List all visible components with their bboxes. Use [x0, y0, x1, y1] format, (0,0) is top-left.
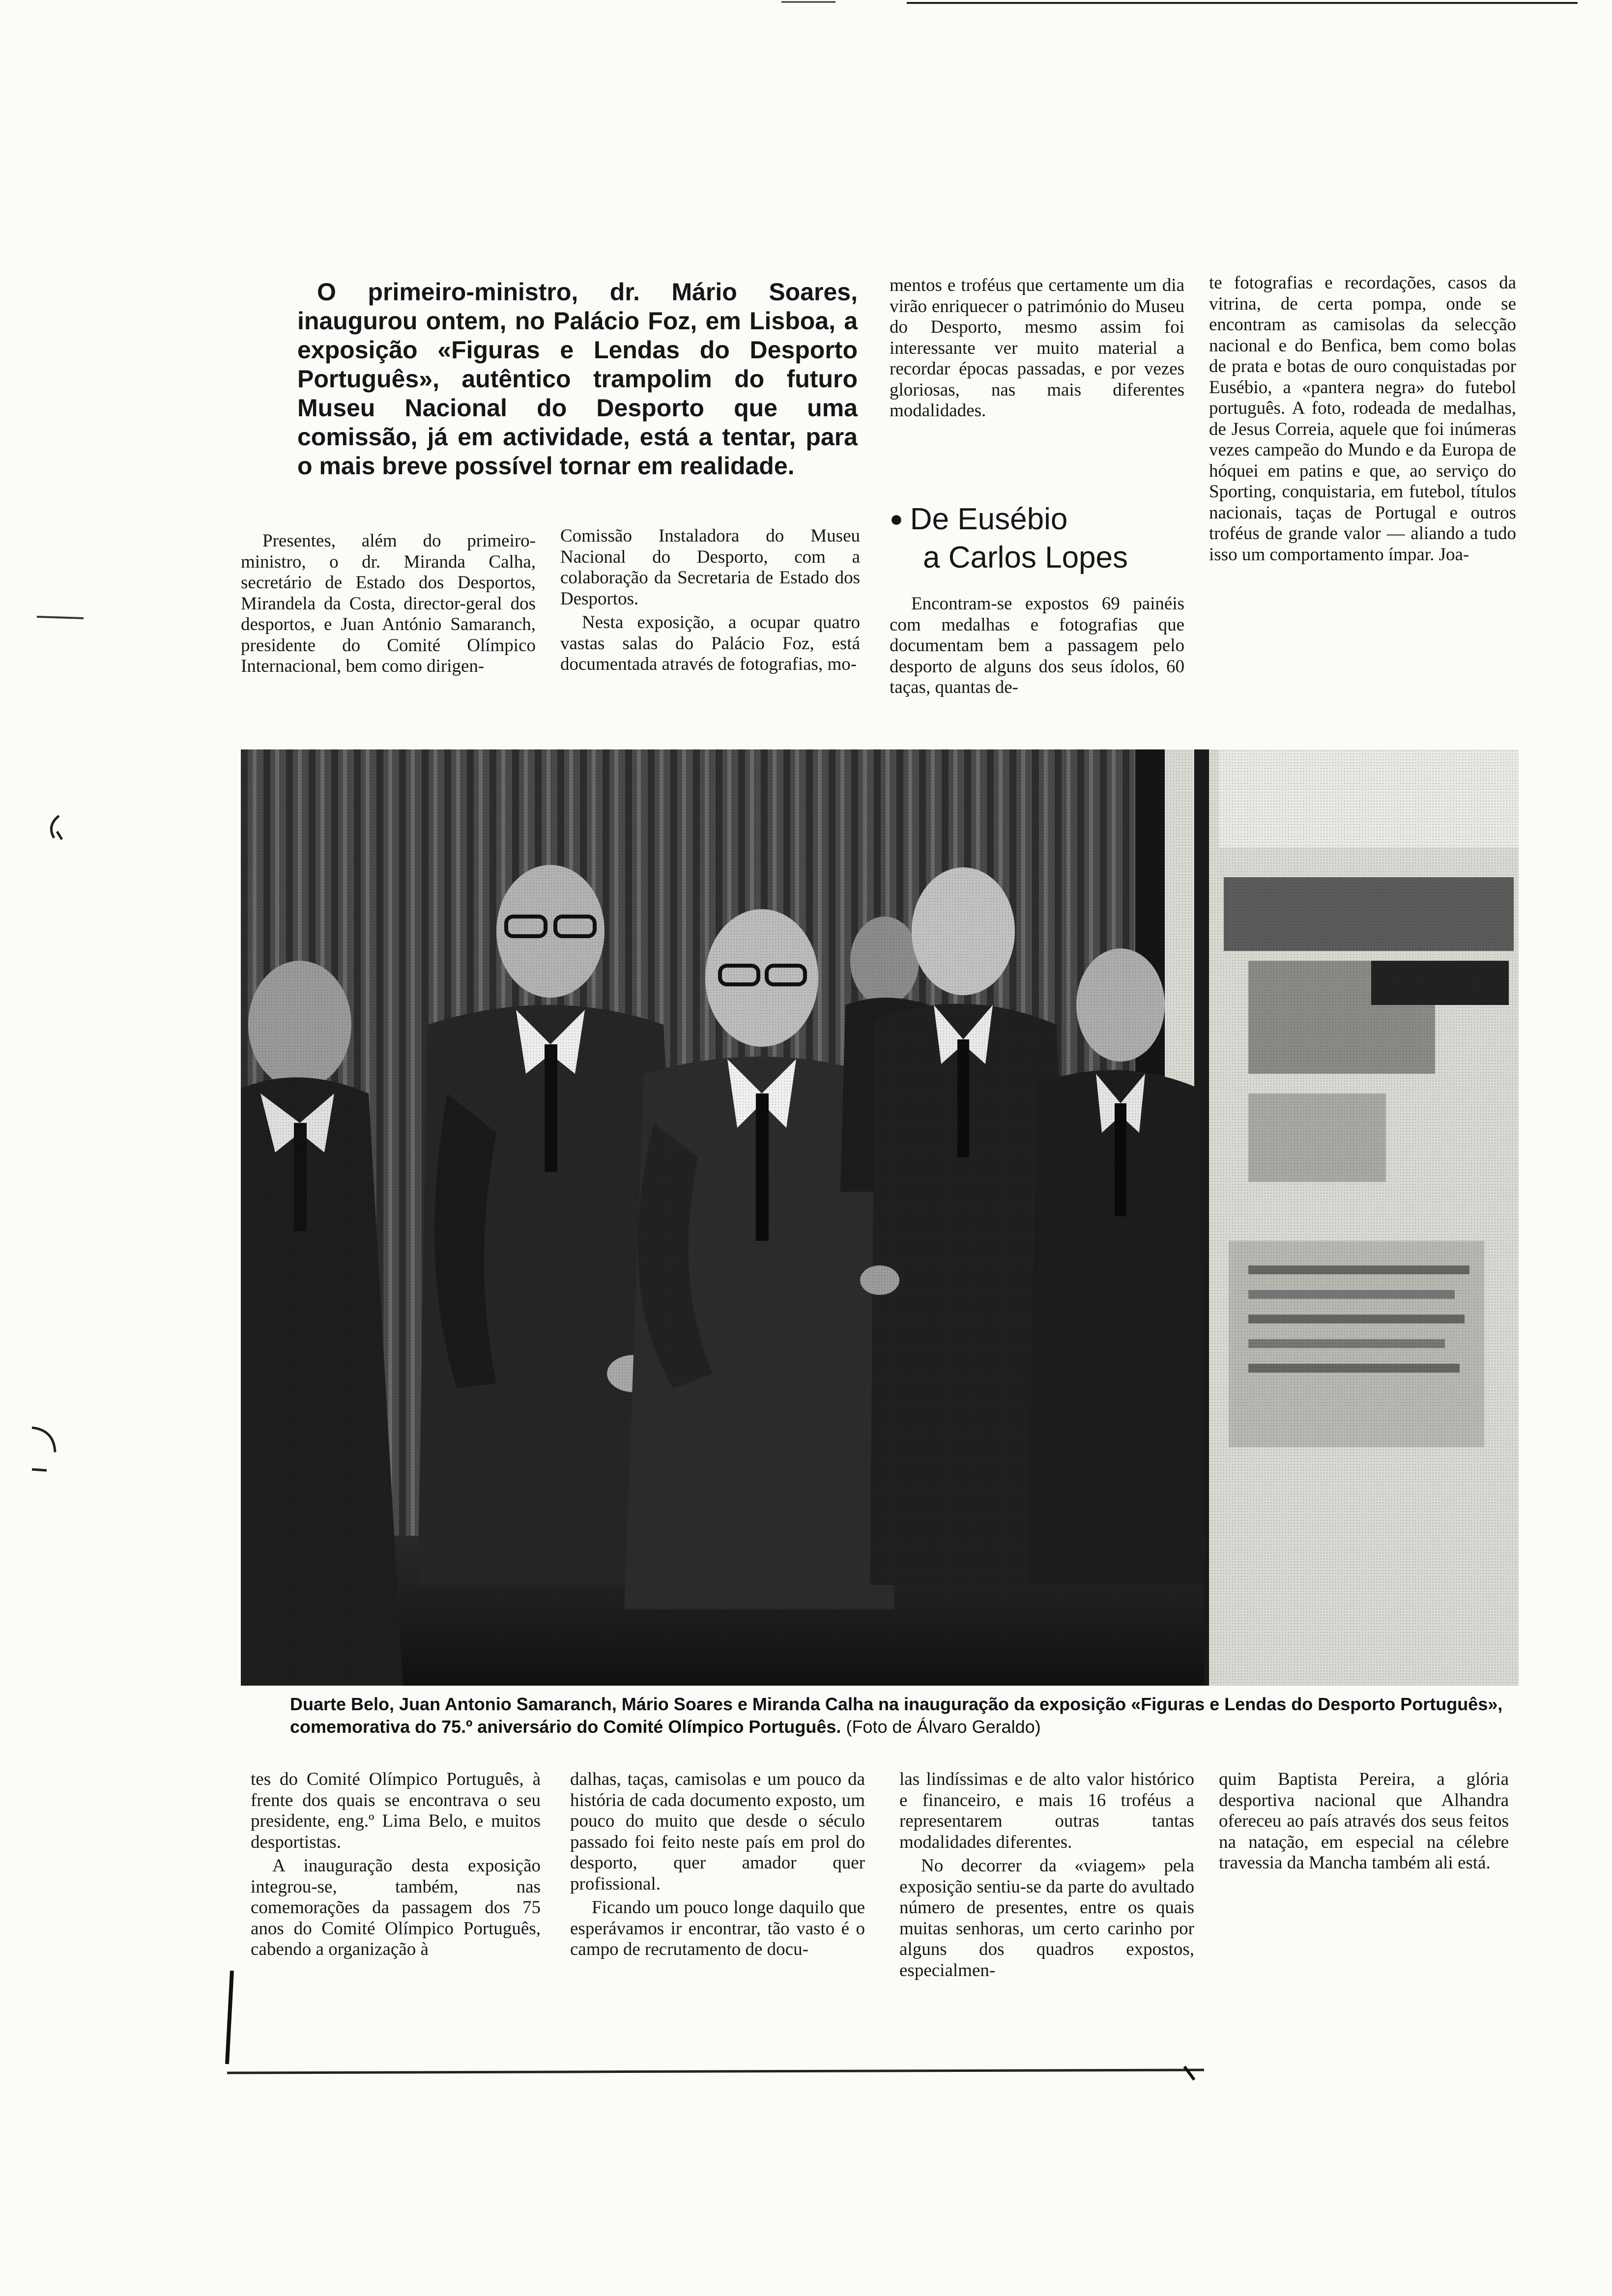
clipping-edge-rule — [221, 1966, 1253, 2084]
scan-edge-marks-left — [0, 590, 128, 1523]
bottom-column-3-paragraph-2: No decorrer da «viagem» pela exposição sentiu-se da parte do avultado número de presentes, entre os quais muitas senhoras, um certo carinho por alguns dos quadros expostos, especialmen- — [899, 1856, 1194, 1980]
article-column-3-bottom — [890, 594, 1184, 698]
bottom-column-2-paragraph-1: dalhas, taças, camisolas e um pouco da história de cada documento exposto, um pouco do muito que desde o século passado foi feito neste país em prol do desporto, quer amador quer profissional. — [570, 1769, 865, 1894]
column-4-paragraph: te fotografias e recordações, casos da vitrina, de certa pompa, onde se encontram as camisolas da selecção nacional e do Benfica, bem como bolas de prata e botas de ouro conquistadas por Eusébio, a «pantera negra» do futebol português. A foto, rodeada de medalhas, de Jesus Correia, aquele que foi inúmeras vezes campeão do Mundo e da Europa de hóquei em patins e que, ao serviço do Sporting, conquistaria, em futebol, títulos nacionais, taças de Portugal e outros troféus de grande valor — aliando a tudo isso um comportamento ímpar. Joa- — [1209, 273, 1516, 565]
section-subheading — [890, 501, 1165, 576]
column-2-paragraph-2: Nesta exposição, a ocupar quatro vastas salas do Palácio Foz, está documentada através de fotografias, mo- — [560, 612, 860, 674]
column-3-paragraph-2: Encontram-se expostos 69 painéis com medalhas e fotografias que documentam bem a passagem pelo desporto de alguns dos seus ídolos, 60 taças, quantas de- — [890, 594, 1184, 697]
article-column-4 — [1209, 273, 1516, 565]
bullet-icon: ● — [890, 506, 903, 531]
article-column-2 — [560, 526, 860, 675]
column-1-paragraph: Presentes, além do primeiro-ministro, o dr. Miranda Calha, secretário de Estado dos Desportos, Mirandela da Costa, director-geral dos desportos, e Juan António Samaranch, presidente do Comité Olímpico Internacional, bem como dirigen- — [241, 531, 536, 676]
article-column-1-continued — [251, 1769, 541, 1960]
news-photograph — [241, 749, 1519, 1686]
photograph-illustration — [241, 749, 1519, 1686]
photo-caption — [290, 1693, 1514, 1738]
article-column-1 — [241, 531, 536, 677]
photo-credit: (Foto de Álvaro Geraldo) — [846, 1717, 1041, 1737]
bottom-column-1-paragraph-1: tes do Comité Olímpico Português, à frente dos quais se encontrava o seu presidente, eng.º Lima Belo, e muitos desportistas. — [251, 1769, 541, 1852]
subheading-line-1 — [890, 501, 1165, 540]
article-column-2-continued — [570, 1769, 865, 1960]
bottom-column-3-paragraph-1: las lindíssimas e de alto valor histórico e financeiro, e mais 16 troféus a representarem outras tantas modalidades diferentes. — [899, 1769, 1194, 1852]
scan-edge-marks-top — [0, 0, 1612, 10]
subheading-line-2: a Carlos Lopes — [923, 541, 1128, 574]
column-2-paragraph-1: Comissão Instaladora do Museu Nacional do Desporto, com a colaboração da Secretaria de Estado dos Desportos. — [560, 526, 860, 609]
article-column-4-continued — [1219, 1769, 1509, 1874]
article-column-3-top — [890, 275, 1184, 422]
caption-text: Duarte Belo, Juan Antonio Samaranch, Mário Soares e Miranda Calha na inauguração da exposição «Figuras e Lendas do Desporto Português», comemorativa do 75.º aniversário do Comité Olímpico Português. — [290, 1694, 1503, 1737]
subheading-line-1-text: De Eusébio — [910, 502, 1068, 536]
bottom-column-2-paragraph-2: Ficando um pouco longe daquilo que esperávamos ir encontrar, tão vasto é o campo de recrutamento de docu- — [570, 1897, 865, 1959]
lead-paragraph: O primeiro-ministro, dr. Mário Soares, inaugurou ontem, no Palácio Foz, em Lisboa, a exposição «Figuras e Lendas do Desporto Português», autêntico trampolim do futuro Museu Nacional do Desporto que uma comissão, já em actividade, está a tentar, para o mais breve possível tornar em realidade. — [297, 278, 858, 480]
bottom-column-4-paragraph: quim Baptista Pereira, a glória desportiva nacional que Alhandra ofereceu ao país através dos seus feitos na natação, em especial na célebre travessia da Mancha também ali está. — [1219, 1769, 1509, 1873]
article-column-3-continued — [899, 1769, 1194, 1981]
bottom-column-1-paragraph-2: A inauguração desta exposição integrou-se, também, nas comemorações da passagem dos 75 anos do Comité Olímpico Português, cabendo a organização à — [251, 1856, 541, 1959]
column-3-paragraph-1: mentos e troféus que certamente um dia virão enriquecer o património do Museu do Desporto, mesmo assim foi interessante ver muito material a recordar épocas passadas, e por vezes gloriosas, nas mais diferentes modalidades. — [890, 275, 1184, 421]
